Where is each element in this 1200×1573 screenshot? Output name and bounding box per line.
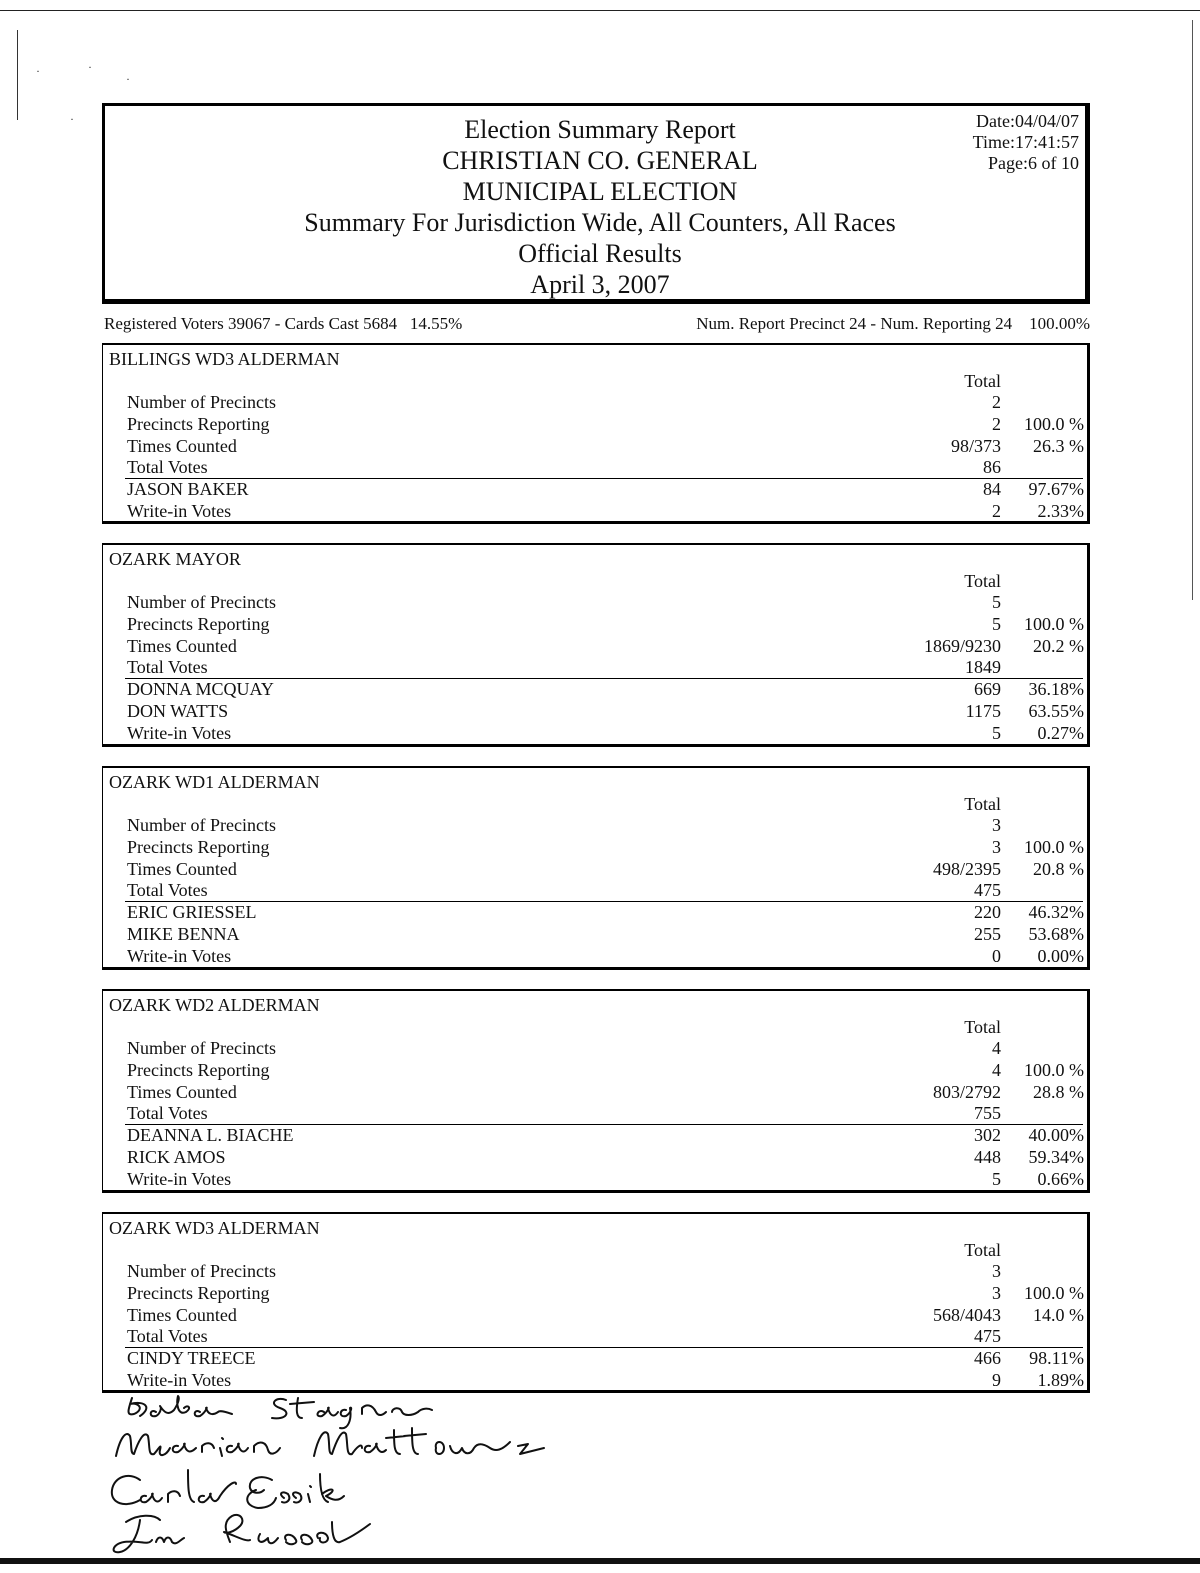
times-counted-label: Times Counted bbox=[127, 636, 237, 656]
signatures-drawing bbox=[100, 1390, 580, 1560]
candidate-percent: 97.67% bbox=[1028, 479, 1084, 499]
times-counted-row bbox=[103, 1081, 1087, 1103]
candidate-name: CINDY TREECE bbox=[127, 1348, 256, 1368]
precincts-row bbox=[103, 1037, 1087, 1059]
candidate-row bbox=[103, 945, 1087, 967]
candidate-votes: 448 bbox=[974, 1147, 1001, 1167]
reporting-row bbox=[103, 836, 1087, 858]
race-title: OZARK WD2 ALDERMAN bbox=[109, 995, 320, 1015]
candidate-row bbox=[103, 722, 1087, 744]
total-votes-label: Total Votes bbox=[127, 880, 208, 900]
candidate-votes: 5 bbox=[992, 723, 1001, 743]
times-counted-value: 1869/9230 bbox=[923, 636, 1001, 656]
times-counted-value: 568/4043 bbox=[932, 1305, 1001, 1325]
times-counted-value: 803/2792 bbox=[932, 1082, 1001, 1102]
total-votes-label: Total Votes bbox=[127, 1326, 208, 1346]
precincts-label: Number of Precincts bbox=[127, 392, 276, 412]
precincts-row bbox=[103, 1260, 1087, 1282]
scan-speck: · bbox=[126, 72, 130, 86]
total-votes-label: Total Votes bbox=[127, 1103, 208, 1123]
candidate-row bbox=[103, 678, 1087, 700]
candidate-votes: 9 bbox=[992, 1370, 1001, 1390]
candidate-percent: 36.18% bbox=[1028, 679, 1084, 699]
total-header-row bbox=[103, 370, 1087, 392]
report-header bbox=[102, 103, 1090, 304]
candidate-votes: 255 bbox=[974, 924, 1001, 944]
candidate-percent: 0.27% bbox=[1037, 723, 1084, 743]
candidate-name: DON WATTS bbox=[127, 701, 229, 721]
report-scope: Summary For Jurisdiction Wide, All Counters, All Races bbox=[304, 208, 896, 237]
candidate-votes: 220 bbox=[974, 902, 1001, 922]
reporting-row bbox=[103, 1059, 1087, 1081]
report-title: Election Summary Report bbox=[464, 115, 736, 144]
candidate-name: DONNA MCQUAY bbox=[127, 679, 274, 699]
candidate-percent: 40.00% bbox=[1028, 1125, 1084, 1145]
times-counted-row bbox=[103, 635, 1087, 657]
reporting-value: 5 bbox=[992, 614, 1001, 634]
candidate-row bbox=[103, 478, 1087, 500]
candidate-name: Write-in Votes bbox=[127, 1370, 232, 1390]
race-block bbox=[102, 343, 1090, 524]
reporting-value: 2 bbox=[992, 414, 1001, 434]
candidate-row bbox=[103, 923, 1087, 945]
total-votes-row bbox=[103, 656, 1087, 678]
race-title: OZARK WD3 ALDERMAN bbox=[109, 1218, 320, 1238]
times-counted-percent: 26.3 % bbox=[1033, 436, 1084, 456]
candidate-row bbox=[103, 1347, 1087, 1369]
total-column-header: Total bbox=[964, 1240, 1001, 1260]
total-header-row bbox=[103, 1016, 1087, 1038]
candidate-row bbox=[103, 1146, 1087, 1168]
page-edge-right bbox=[1192, 20, 1193, 600]
total-votes-row bbox=[103, 456, 1087, 478]
precincts-row bbox=[103, 391, 1087, 413]
candidate-name: JASON BAKER bbox=[127, 479, 249, 499]
reporting-percent: 100.0 % bbox=[1024, 1283, 1084, 1303]
candidate-votes: 5 bbox=[992, 1169, 1001, 1189]
scan-speck: · bbox=[88, 60, 92, 74]
reporting-label: Precincts Reporting bbox=[127, 614, 270, 634]
candidate-name: DEANNA L. BIACHE bbox=[127, 1125, 294, 1145]
report-title-block bbox=[105, 114, 1095, 300]
race-block bbox=[102, 766, 1090, 970]
candidate-votes: 84 bbox=[983, 479, 1001, 499]
total-votes-value: 475 bbox=[974, 880, 1001, 900]
times-counted-label: Times Counted bbox=[127, 1082, 237, 1102]
times-counted-label: Times Counted bbox=[127, 1305, 237, 1325]
precincts-value: 3 bbox=[992, 815, 1001, 835]
reporting-label: Precincts Reporting bbox=[127, 837, 270, 857]
total-votes-value: 475 bbox=[974, 1326, 1001, 1346]
reporting-percent: 100.0 % bbox=[1024, 414, 1084, 434]
candidate-row bbox=[103, 1369, 1087, 1391]
candidate-row bbox=[103, 700, 1087, 722]
reporting-label: Precincts Reporting bbox=[127, 1283, 270, 1303]
precincts-value: 4 bbox=[992, 1038, 1001, 1058]
candidate-name: Write-in Votes bbox=[127, 723, 232, 743]
total-header-row bbox=[103, 1239, 1087, 1261]
candidate-name: ERIC GRIESSEL bbox=[127, 902, 257, 922]
precincts-row bbox=[103, 591, 1087, 613]
candidate-votes: 0 bbox=[992, 946, 1001, 966]
candidate-name: RICK AMOS bbox=[127, 1147, 226, 1167]
registered-voters-summary: Registered Voters 39067 - Cards Cast 5684 14.55% bbox=[104, 314, 463, 333]
signature-3 bbox=[112, 1470, 344, 1508]
candidate-name: Write-in Votes bbox=[127, 1169, 232, 1189]
times-counted-percent: 20.2 % bbox=[1033, 636, 1084, 656]
candidate-percent: 0.00% bbox=[1037, 946, 1084, 966]
candidate-votes: 669 bbox=[974, 679, 1001, 699]
times-counted-row bbox=[103, 435, 1087, 457]
report-election-date: April 3, 2007 bbox=[530, 270, 670, 299]
report-county: CHRISTIAN CO. GENERAL bbox=[442, 146, 758, 175]
times-counted-label: Times Counted bbox=[127, 436, 237, 456]
precincts-value: 5 bbox=[992, 592, 1001, 612]
candidate-percent: 46.32% bbox=[1028, 902, 1084, 922]
page-edge-top bbox=[0, 10, 1200, 11]
reporting-percent: 100.0 % bbox=[1024, 1060, 1084, 1080]
candidate-percent: 53.68% bbox=[1028, 924, 1084, 944]
signature-2 bbox=[116, 1428, 544, 1456]
candidate-percent: 59.34% bbox=[1028, 1147, 1084, 1167]
total-votes-value: 1849 bbox=[965, 657, 1001, 677]
candidate-percent: 98.11% bbox=[1029, 1348, 1084, 1368]
reporting-value: 3 bbox=[992, 837, 1001, 857]
precincts-label: Number of Precincts bbox=[127, 1261, 276, 1281]
candidate-votes: 1175 bbox=[965, 701, 1001, 721]
candidate-votes: 2 bbox=[992, 501, 1001, 521]
signature-4 bbox=[114, 1515, 370, 1552]
scan-speck: · bbox=[70, 112, 74, 126]
total-header-row bbox=[103, 793, 1087, 815]
report-date: Date:04/04/07 bbox=[976, 111, 1079, 131]
candidate-name: Write-in Votes bbox=[127, 946, 232, 966]
reporting-row bbox=[103, 613, 1087, 635]
total-votes-row bbox=[103, 1102, 1087, 1124]
times-counted-row bbox=[103, 858, 1087, 880]
total-column-header: Total bbox=[964, 794, 1001, 814]
race-block bbox=[102, 543, 1090, 747]
candidate-percent: 1.89% bbox=[1037, 1370, 1084, 1390]
reporting-value: 3 bbox=[992, 1283, 1001, 1303]
total-column-header: Total bbox=[964, 371, 1001, 391]
candidate-row bbox=[103, 1124, 1087, 1146]
candidate-percent: 0.66% bbox=[1037, 1169, 1084, 1189]
times-counted-value: 98/373 bbox=[950, 436, 1001, 456]
precincts-value: 2 bbox=[992, 392, 1001, 412]
total-votes-row bbox=[103, 1325, 1087, 1347]
reporting-value: 4 bbox=[992, 1060, 1001, 1080]
reporting-label: Precincts Reporting bbox=[127, 414, 270, 434]
total-column-header: Total bbox=[964, 571, 1001, 591]
precincts-value: 3 bbox=[992, 1261, 1001, 1281]
report-election: MUNICIPAL ELECTION bbox=[462, 177, 738, 206]
race-title: OZARK WD1 ALDERMAN bbox=[109, 772, 320, 792]
candidate-row bbox=[103, 1168, 1087, 1190]
times-counted-label: Times Counted bbox=[127, 859, 237, 879]
race-block bbox=[102, 989, 1090, 1193]
candidate-name: MIKE BENNA bbox=[127, 924, 240, 944]
candidate-votes: 302 bbox=[974, 1125, 1001, 1145]
reporting-percent: 100.0 % bbox=[1024, 837, 1084, 857]
race-block bbox=[102, 1212, 1090, 1393]
times-counted-value: 498/2395 bbox=[932, 859, 1001, 879]
candidate-row bbox=[103, 500, 1087, 522]
signature-area bbox=[100, 1390, 580, 1560]
candidate-votes: 466 bbox=[974, 1348, 1001, 1368]
report-page: Page:6 of 10 bbox=[988, 153, 1079, 173]
precinct-reporting-summary: Num. Report Precinct 24 - Num. Reporting 24 100.00% bbox=[696, 314, 1090, 333]
report-meta bbox=[973, 111, 1079, 174]
precincts-row bbox=[103, 814, 1087, 836]
total-votes-value: 86 bbox=[983, 457, 1001, 477]
total-header-row bbox=[103, 570, 1087, 592]
total-votes-row bbox=[103, 879, 1087, 901]
precincts-label: Number of Precincts bbox=[127, 815, 276, 835]
report-status: Official Results bbox=[518, 239, 682, 268]
report-time: Time:17:41:57 bbox=[972, 132, 1079, 152]
times-counted-row bbox=[103, 1304, 1087, 1326]
candidate-percent: 63.55% bbox=[1028, 701, 1084, 721]
reporting-row bbox=[103, 1282, 1087, 1304]
candidate-row bbox=[103, 901, 1087, 923]
total-votes-label: Total Votes bbox=[127, 457, 208, 477]
signature-1 bbox=[129, 1396, 433, 1428]
precincts-label: Number of Precincts bbox=[127, 1038, 276, 1058]
candidate-name: Write-in Votes bbox=[127, 501, 232, 521]
times-counted-percent: 20.8 % bbox=[1033, 859, 1084, 879]
total-column-header: Total bbox=[964, 1017, 1001, 1037]
times-counted-percent: 28.8 % bbox=[1033, 1082, 1084, 1102]
total-votes-label: Total Votes bbox=[127, 657, 208, 677]
race-title: BILLINGS WD3 ALDERMAN bbox=[109, 349, 340, 369]
total-votes-value: 755 bbox=[974, 1103, 1001, 1123]
reporting-percent: 100.0 % bbox=[1024, 614, 1084, 634]
precincts-label: Number of Precincts bbox=[127, 592, 276, 612]
reporting-row bbox=[103, 413, 1087, 435]
candidate-percent: 2.33% bbox=[1037, 501, 1084, 521]
times-counted-percent: 14.0 % bbox=[1033, 1305, 1084, 1325]
scan-speck: · bbox=[36, 64, 40, 78]
page-edge-left bbox=[17, 30, 18, 120]
race-title: OZARK MAYOR bbox=[109, 549, 241, 569]
reporting-label: Precincts Reporting bbox=[127, 1060, 270, 1080]
